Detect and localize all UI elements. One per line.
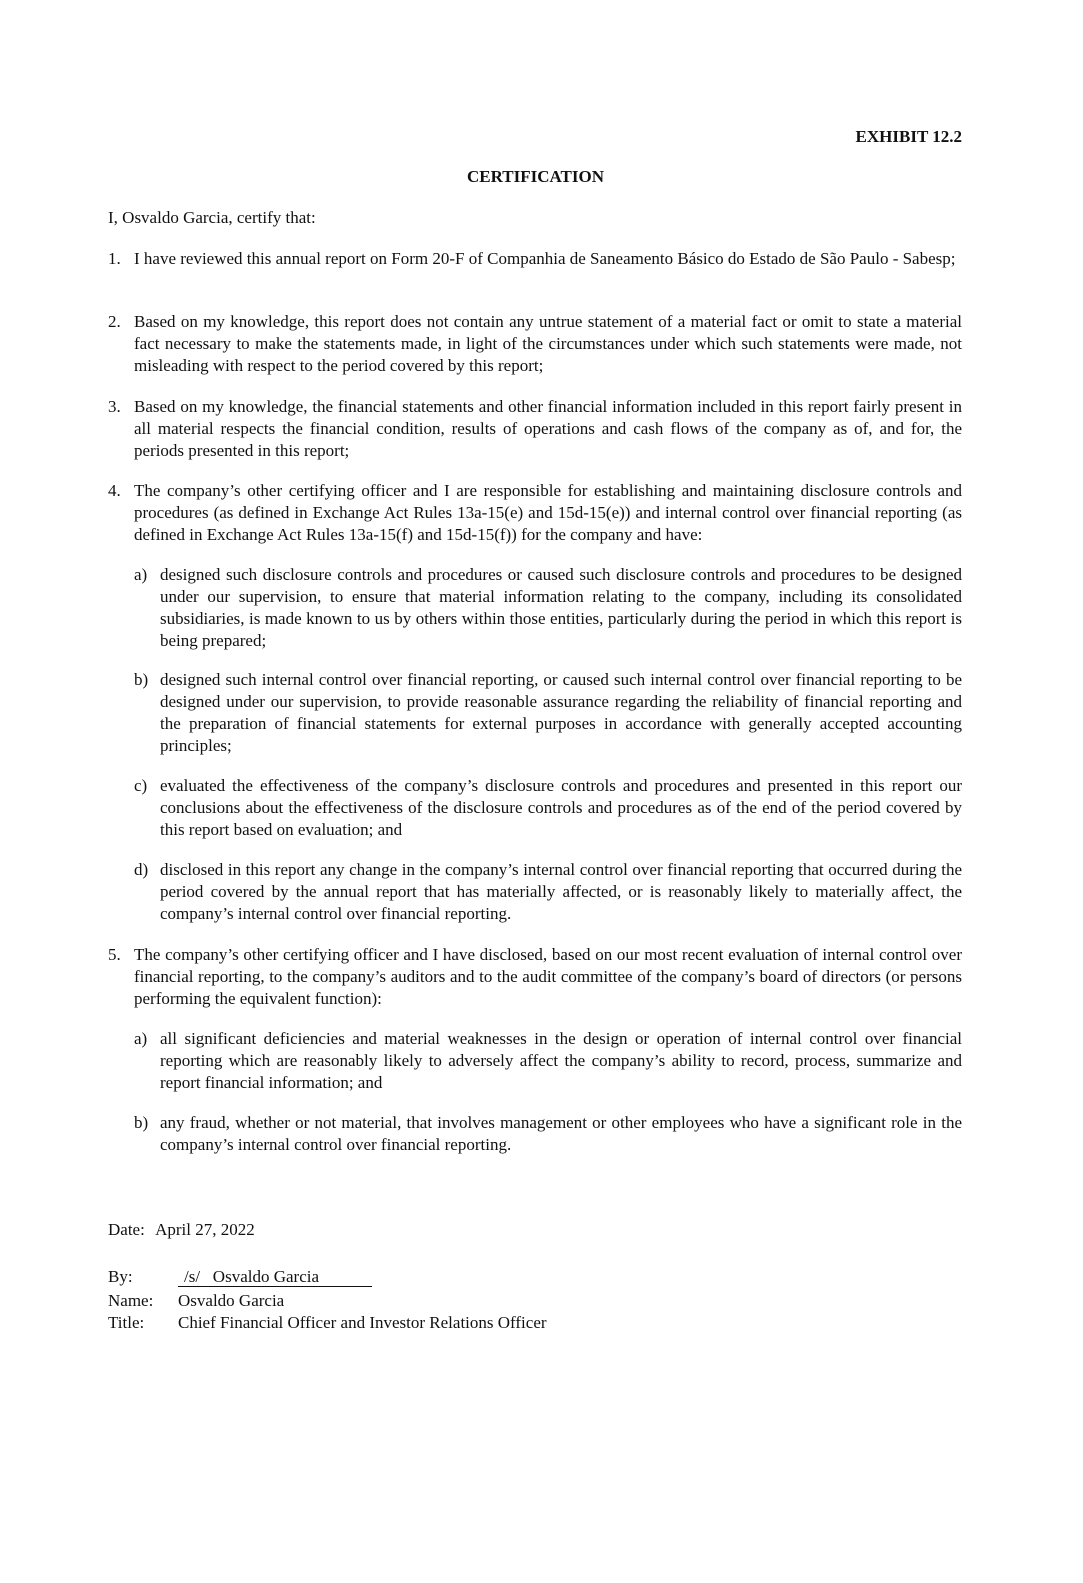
document-title: CERTIFICATION	[467, 167, 604, 186]
name-value: Osvaldo Garcia	[178, 1291, 285, 1310]
sub-item-text: designed such internal control over financial reporting, or caused such internal control over financial reporting to be designed under our supervision, to provide reasonable assurance regarding the reliability of financial reporting and the preparation of financial statements for external purposes in accordance with generally accepted accounting principles;	[160, 670, 962, 755]
item-number: 4.	[108, 481, 121, 500]
sub-item-letter: a)	[134, 565, 148, 584]
sub-item-letter: d)	[134, 860, 149, 879]
item-text: The company’s other certifying officer and I have disclosed, based on our most recent evaluation of internal control over financial reporting, to the company’s auditors and to the audit committee of the company’s board of directors (or persons performing the equivalent function):	[134, 945, 962, 1008]
date-value: April 27, 2022	[155, 1220, 255, 1239]
sub-list-item	[108, 564, 962, 652]
item-text: I have reviewed this annual report on Form 20-F of Companhia de Saneamento Básico do Estado de São Paulo - Sabesp;	[134, 249, 956, 268]
name-label: Name:	[108, 1291, 154, 1310]
list-item	[108, 944, 962, 1010]
signature-value: /s/ Osvaldo Garcia	[178, 1268, 372, 1287]
sub-item-letter: c)	[134, 776, 148, 795]
item-number: 1.	[108, 249, 121, 268]
sub-item-text: evaluated the effectiveness of the company’s disclosure controls and procedures and presented in this report our conclusions about the effectiveness of the disclosure controls and procedures as of the end of the period covered by this report based on evaluation; and	[160, 776, 962, 839]
date-line	[108, 1219, 255, 1241]
item-number: 5.	[108, 945, 121, 964]
item-number: 2.	[108, 312, 121, 331]
sub-item-text: designed such disclosure controls and procedures or caused such disclosure controls and procedures to be designed under our supervision, to ensure that material information relating to the company, including its consolidated subsidiaries, is made known to us by others within those entities, particularly during the period in which this report is being prepared;	[160, 565, 962, 650]
sub-list-item	[108, 1112, 962, 1156]
sub-list-item	[108, 1028, 962, 1094]
sub-item-letter: b)	[134, 1113, 149, 1132]
list-item	[108, 311, 962, 377]
item-number: 3.	[108, 397, 121, 416]
by-label: By:	[108, 1267, 133, 1286]
sub-item-letter: a)	[134, 1029, 148, 1048]
sub-item-text: any fraud, whether or not material, that involves management or other employees who have a significant role in the company’s internal control over financial reporting.	[160, 1113, 962, 1154]
intro-statement: I, Osvaldo Garcia, certify that:	[108, 208, 316, 227]
sub-list-item	[108, 669, 962, 757]
list-item	[108, 480, 962, 546]
sub-item-letter: b)	[134, 670, 149, 689]
sub-item-text: disclosed in this report any change in the company’s internal control over financial reporting that occurred during the period covered by the annual report that has materially affected, or is reasonably likely to materially affect, the company’s internal control over financial reporting.	[160, 860, 962, 923]
sub-item-text: all significant deficiencies and material weaknesses in the design or operation of internal control over financial reporting which are reasonably likely to adversely affect the company’s ability to record, process, summarize and report financial information; and	[160, 1029, 962, 1092]
list-item	[108, 396, 962, 462]
title-line	[108, 1312, 547, 1334]
item-text: Based on my knowledge, this report does not contain any untrue statement of a material fact or omit to state a material fact necessary to make the statements made, in light of the circumstances under which such statements were made, not misleading with respect to the period covered by this report;	[134, 312, 962, 375]
exhibit-label: EXHIBIT 12.2	[855, 127, 962, 146]
title-label: Title:	[108, 1313, 145, 1332]
item-text: The company’s other certifying officer and I are responsible for establishing and maintaining disclosure controls and procedures (as defined in Exchange Act Rules 13a-15(e) and 15d-15(e)) and internal control over financial reporting (as defined in Exchange Act Rules 13a-15(f) and 15d-15(f)) for the company and have:	[134, 481, 962, 544]
name-line	[108, 1290, 284, 1312]
list-item	[108, 248, 962, 270]
sub-list-item	[108, 775, 962, 841]
title-value: Chief Financial Officer and Investor Relations Officer	[178, 1313, 547, 1332]
date-label: Date:	[108, 1220, 145, 1239]
sub-list-item	[108, 859, 962, 925]
item-text: Based on my knowledge, the financial statements and other financial information included in this report fairly present in all material respects the financial condition, results of operations and cash flows of the company as of, and for, the periods presented in this report;	[134, 397, 962, 460]
signature-line	[108, 1266, 372, 1288]
